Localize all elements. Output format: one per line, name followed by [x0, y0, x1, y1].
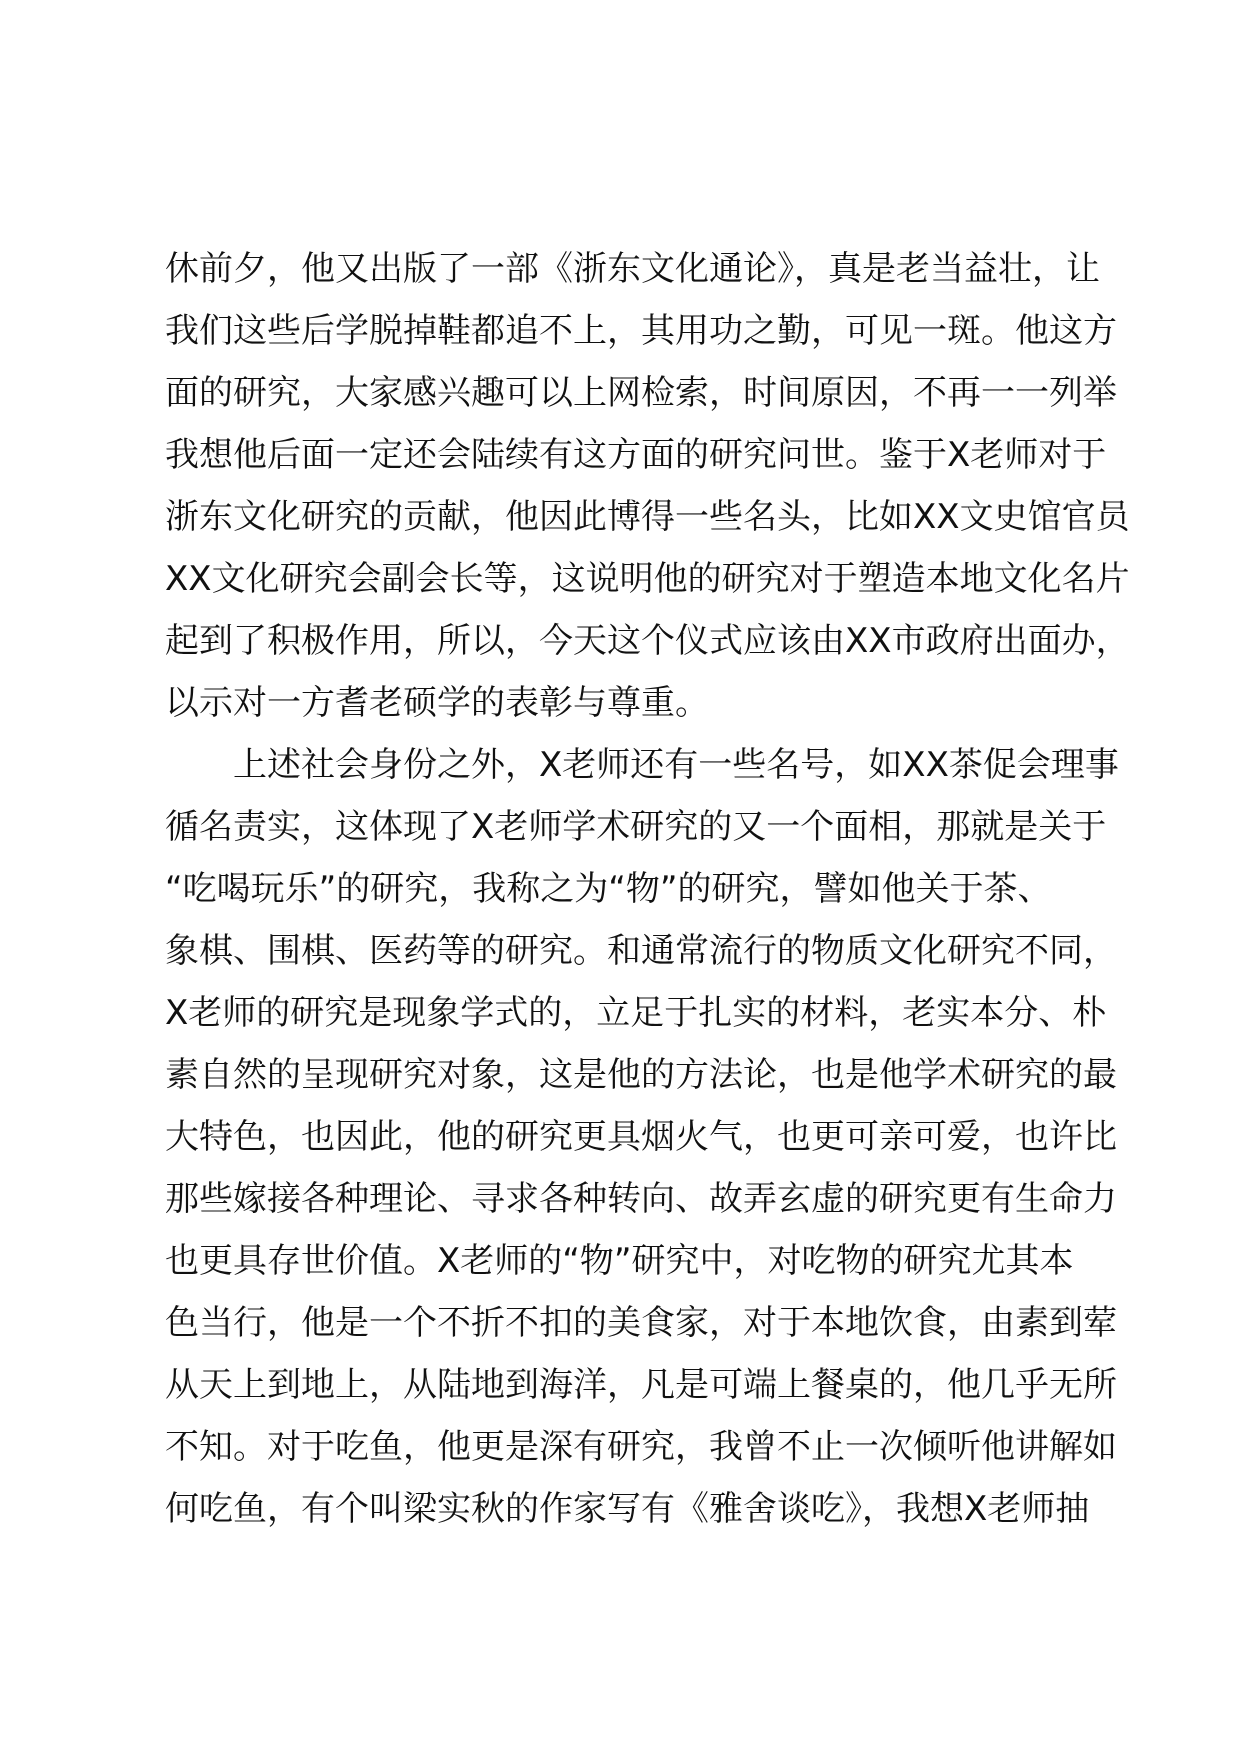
text-line: 象棋、围棋、医药等的研究。和通常流行的物质文化研究不同， [165, 931, 1117, 971]
text-line: 从天上到地上，从陆地到海洋，凡是可端上餐桌的，他几乎无所 [165, 1365, 1117, 1405]
paragraph-1 [165, 238, 1130, 734]
body-text [165, 238, 1130, 1540]
text-line: 以示对一方耆老硕学的表彰与尊重。 [165, 683, 709, 723]
text-line: 休前夕，他又出版了一部《浙东文化通论》，真是老当益壮，让 [165, 249, 1100, 289]
text-line: 我们这些后学脱掉鞋都追不上，其用功之勤，可见一斑。他这方 [165, 311, 1117, 351]
text-line: 不知。对于吃鱼，他更是深有研究，我曾不止一次倾听他讲解如 [165, 1427, 1117, 1467]
text-line: 也更具存世价值。X老师的“物”研究中，对吃物的研究尤其本 [165, 1241, 1074, 1281]
text-line: XX文化研究会副会长等，这说明他的研究对于塑造本地文化名片 [165, 559, 1130, 599]
text-line: 我想他后面一定还会陆续有这方面的研究问世。鉴于X老师对于 [165, 435, 1107, 475]
text-line: 色当行，他是一个不折不扣的美食家，对于本地饮食，由素到荤 [165, 1303, 1117, 1343]
text-line: 起到了积极作用，所以，今天这个仪式应该由XX市政府出面办， [165, 621, 1130, 661]
text-line: 循名责实，这体现了X老师学术研究的又一个面相，那就是关于 [165, 807, 1107, 847]
text-line: 何吃鱼，有个叫梁实秋的作家写有《雅舍谈吃》，我想X老师抽 [165, 1489, 1090, 1529]
text-line: 上述社会身份之外，X老师还有一些名号，如XX茶促会理事 [233, 745, 1119, 785]
paragraph-2 [165, 734, 1125, 1540]
text-line: “吃喝玩乐”的研究，我称之为“物”的研究，譬如他关于茶、 [165, 869, 1052, 909]
text-line: X老师的研究是现象学式的，立足于扎实的材料，老实本分、朴 [165, 993, 1107, 1033]
text-line: 面的研究，大家感兴趣可以上网检索，时间原因，不再一一列举 [165, 373, 1117, 413]
text-line: 那些嫁接各种理论、寻求各种转向、故弄玄虚的研究更有生命力 [165, 1179, 1117, 1219]
text-line: 大特色，也因此，他的研究更具烟火气，也更可亲可爱，也许比 [165, 1117, 1117, 1157]
text-line: 浙东文化研究的贡献，他因此博得一些名头，比如XX文史馆官员 [165, 497, 1130, 537]
text-line: 素自然的呈现研究对象，这是他的方法论，也是他学术研究的最 [165, 1055, 1117, 1095]
